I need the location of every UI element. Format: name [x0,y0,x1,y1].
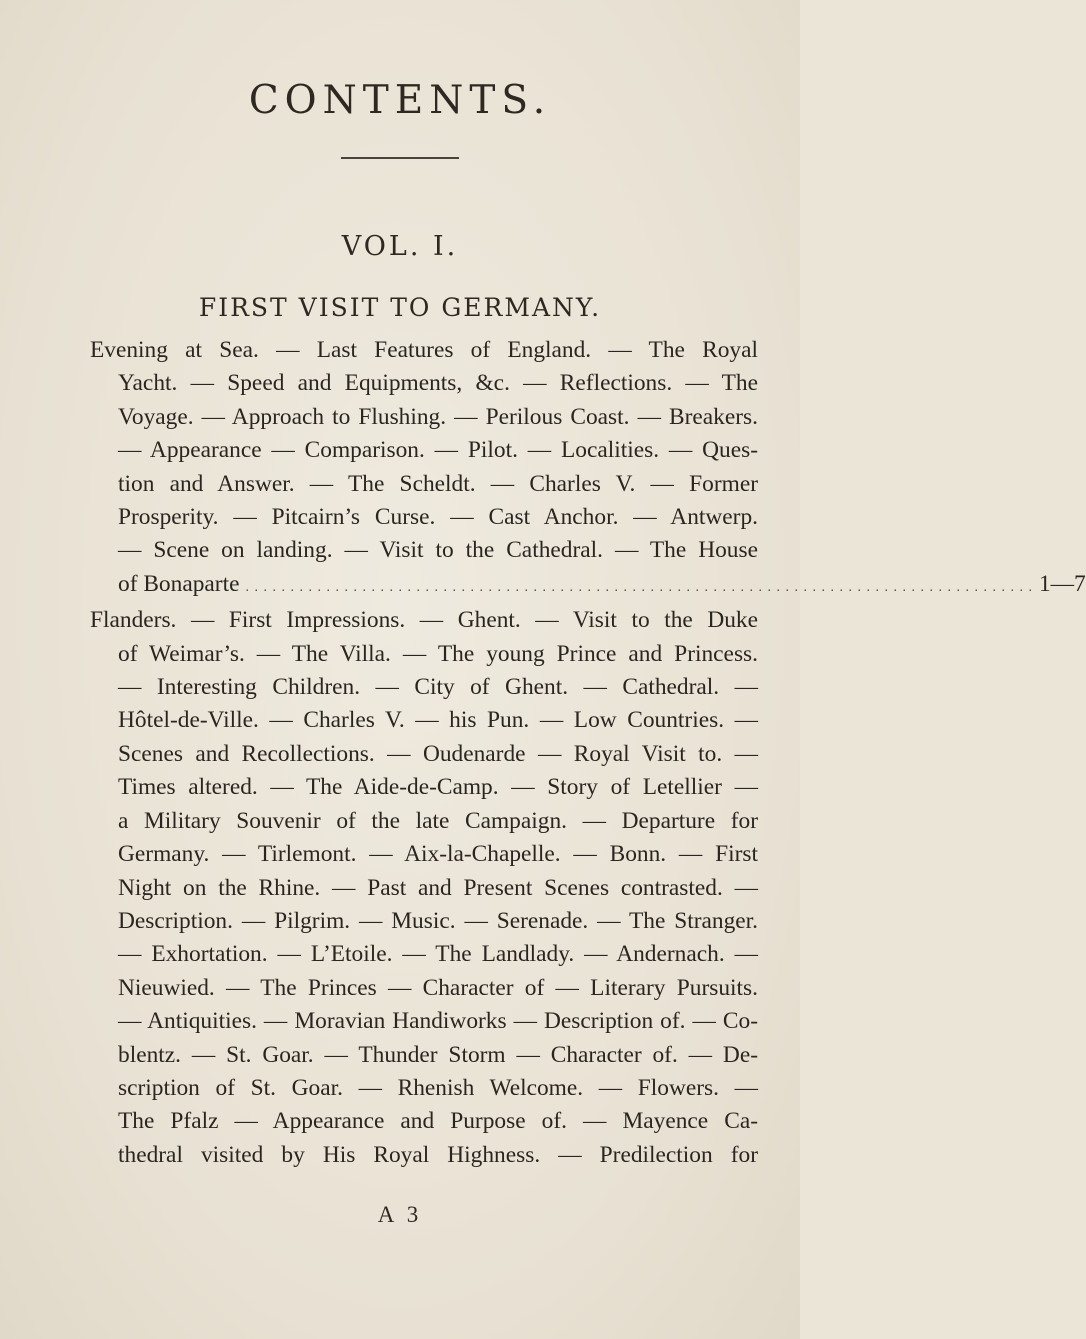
contents-line: Evening at Sea. — Last Features of England. — The Royal [90,337,758,363]
contents-line: — Interesting Children. — City of Ghent. — Cathedral. — [118,674,758,701]
contents-line: of Bonaparte [118,570,240,597]
contents-line: Times altered. — The Aide-de-Camp. — Story of Letellier — [118,774,758,801]
contents-line: — Antiquities. — Moravian Handiworks — Description of. — Co- [118,1008,758,1035]
contents-line: — Scene on landing. — Visit to the Cathedral. — The House [118,537,758,564]
volume-heading: VOL. I. [341,231,459,262]
contents-line: Hôtel-de-Ville. — Charles V. — his Pun. — Low Countries. — [118,707,758,734]
contents-line: Voyage. — Approach to Flushing. — Perilous Coast. — Breakers. [118,403,758,430]
contents-line: Night on the Rhine. — Past and Present Scenes contrasted. — [118,874,758,901]
contents-line: Yacht. — Speed and Equipments, &c. — Reflections. — The [118,370,758,397]
contents-line: thedral visited by His Royal Highness. — Predilection for [118,1141,758,1168]
contents-line: Scenes and Recollections. — Oudenarde — Royal Visit to. — [118,740,758,767]
page-title: CONTENTS. [248,78,552,123]
contents-line: of Weimar’s. — The Villa. — The young Prince and Princess. [118,640,758,667]
contents-line: scription of St. Goar. — Rhenish Welcome. — Flowers. — [118,1074,758,1101]
contents-line: The Pfalz — Appearance and Purpose of. — Mayence Ca- [118,1108,758,1135]
contents-line: — Appearance — Comparison. — Pilot. — Localities. — Ques- [118,437,758,464]
contents-line: Prosperity. — Pitcairn’s Curse. — Cast Anchor. — Antwerp. [118,504,758,531]
contents-line: Flanders. — First Impressions. — Ghent. — Visit to the Duke [90,607,758,634]
contents-line: Nieuwied. — The Princes — Character of — Literary Pursuits. [118,974,758,1001]
dot-leader: . . . . . . . . . . . . . . . . . . . . . . . . . . . . . . . . . . . . . . . . . . . . . . . . . . . . . . . . . . . . . . . . . . . . . . . . . . . . . . . . . . . . . . . . [245,579,1033,595]
contents-line: — Exhortation. — L’Etoile. — The Landlady. — Andernach. — [118,941,758,968]
title-rule [341,157,459,159]
page-reference: 1—7 [1038,570,1086,597]
contents-line: Germany. — Tirlemont. — Aix-la-Chapelle. — Bonn. — First [118,841,758,868]
signature-mark: A 3 [377,1202,423,1227]
contents-line: Description. — Pilgrim. — Music. — Serenade. — The Stranger. [118,907,758,934]
contents-entries [90,334,1086,1172]
contents-line: blentz. — St. Goar. — Thunder Storm — Character of. — De- [118,1041,758,1068]
contents-line-with-page [118,568,1086,604]
section-heading: FIRST VISIT TO GERMANY. [198,293,602,322]
contents-line: tion and Answer. — The Scheldt. — Charles V. — Former [118,470,758,497]
contents-line: a Military Souvenir of the late Campaign. — Departure for [118,807,758,834]
